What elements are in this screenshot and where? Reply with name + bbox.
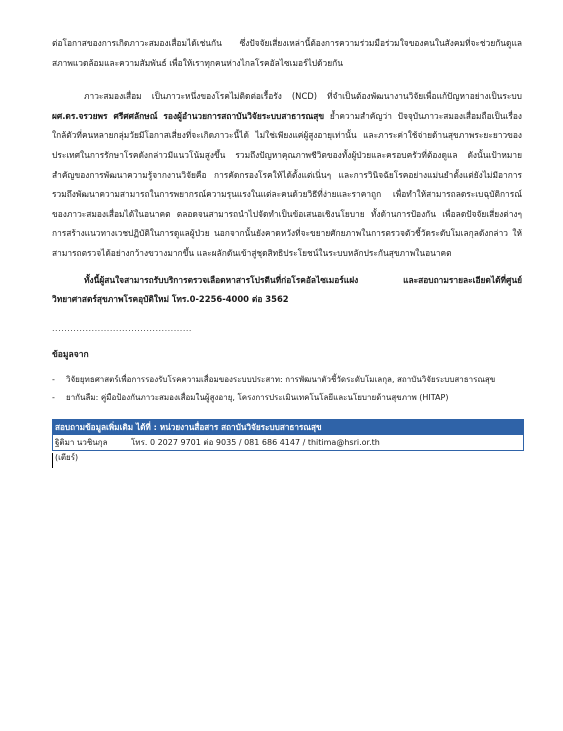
reference-dash: - xyxy=(52,374,55,384)
reference-text: วิจัยยุทธศาสตร์เพื่อการรองรับโรคความเสื่อมของระบบประสาท: การพัฒนาตัวชี้วัดระดับโมเลกุล, สถาบันวิจัยระบบสาธารณสุข xyxy=(66,374,496,384)
contact-header: สอบถามข้อมูลเพิ่มเติม ได้ที่ : หน่วยงานสื่อสาร สถาบันวิจัยระบบสาธารณสุข xyxy=(53,420,523,435)
reference-item xyxy=(52,389,522,407)
references-list xyxy=(52,371,522,407)
paragraph-research xyxy=(52,87,522,263)
document-page xyxy=(52,34,522,468)
text-cursor[interactable] xyxy=(52,453,53,468)
references-title: ข้อมูลจาก xyxy=(52,349,89,360)
contact-name: ฐิติมา นวชินกุล (เตียร์) xyxy=(55,437,108,462)
reference-dash: - xyxy=(52,392,55,402)
paragraph-intro: ต่อโอกาสของการเกิดภาวะสมองเสื่อมได้เช่นกัน ซึ่งปัจจัยเสี่ยงเหล่านี้ต้องการความร่วมมือร่วมใจของคนในสังคมที่จะช่วยกันดูแลสภาพแวดล้อมและความสัมพันธ์ เพื่อให้เราทุกคนห่างไกลโรคอัลไซเมอร์ไปด้วยกัน xyxy=(52,38,522,68)
contact-box xyxy=(52,419,524,462)
paragraph-research-lead: ภาวะสมองเสื่อม เป็นภาวะหนึ่งของโรคไม่ติดต่อเรื้อรัง (NCD) ที่จำเป็นต้องพัฒนางานวิจัยเพื่อแก้ปัญหาอย่างเป็นระบบ xyxy=(84,91,522,102)
paragraph-research-speaker: ผศ.ดร.จรวยพร ศรีศศลักษณ์ รองผู้อำนวยการสถาบันวิจัยระบบสาธารณสุข xyxy=(52,110,325,121)
paragraph-service: ทั้งนี้ผู้สนใจสามารถรับบริการตรวจเลือดหาสารโปรตีนที่ก่อโรคอัลไซเมอร์แฝง และสอบถามรายละเอียดได้ที่ศูนย์วิทยาศาสตร์สุขภาพโรคอุบัติใหม่ โทร.0-2256-4000 ต่อ 3562 xyxy=(52,274,522,305)
contact-info: โทร. 0 2027 9701 ต่อ 9035 / 081 686 4147 / thitima@hsri.or.th xyxy=(131,437,380,447)
separator-dots: .............................................. xyxy=(52,323,192,333)
reference-item xyxy=(52,371,522,389)
reference-text: ยากันลืม: คู่มือป้องกันภาวะสมองเสื่อมในผู้สูงอายุ, โครงการประเมินเทคโนโลยีและนโยบายด้านสุขภาพ (HITAP) xyxy=(66,392,449,402)
paragraph-research-body: ย้ำความสำคัญว่า ปัจจุบันภาวะสมองเสื่อมถือเป็นเรื่องใกล้ตัวที่คนหลายกลุ่มวัยมีโอกาสเสี่ยงที่จะเกิดภาวะนี้ได้ ไม่ใช่เพียงแค่ผู้สูงอายุเท่านั้น และภาระค่าใช้จ่ายด้านสุขภาพระยะยาวของประเทศในการรักษาโรคดังกล่าวมีแนวโน้มสูงขึ้น รวมถึงปัญหาคุณภาพชีวิตของทั้งผู้ป่วยและครอบครัวที่ต้องดูแล ดังนั้นเป้าหมายสำคัญของการพัฒนาความรู้จากงานวิจัยคือ การคัดกรองโรคให้ได้ตั้งแต่เนิ่นๆ และการวินิจฉัยโรคอย่างแม่นยำตั้งแต่ยังไม่มีอาการ รวมถึงพัฒนาความสามารถในการพยากรณ์ความรุนแรงในแต่ละคนด้วยวิธีที่ง่ายและราคาถูก เพื่อทำให้สามารถลดระเบฉุบัติการณ์ของภาวะสมองเสื่อมได้ในอนาคต ตลอดจนสามารถนำไปจัดทำเป็นข้อเสนอเชิงนโยบาย ทั้งด้านการป้องกัน เพื่อลดปัจจัยเสี่ยงต่างๆ การสร้างแนวทางเวชปฏิบัติในการดูแลผู้ป่วย นอกจากนั้นยังคาดหวังที่จะขยายศักยภาพในการตรวจตัวชี้วัดระดับโมเลกุลดังกล่าว ให้สามารถตรวจได้อย่างกว้างขวางมากขึ้น และผลักดันเข้าสู่ชุดสิทธิประโยชน์ในระบบหลักประกันสุขภาพในอนาคต xyxy=(52,110,522,258)
contact-row xyxy=(53,435,523,462)
